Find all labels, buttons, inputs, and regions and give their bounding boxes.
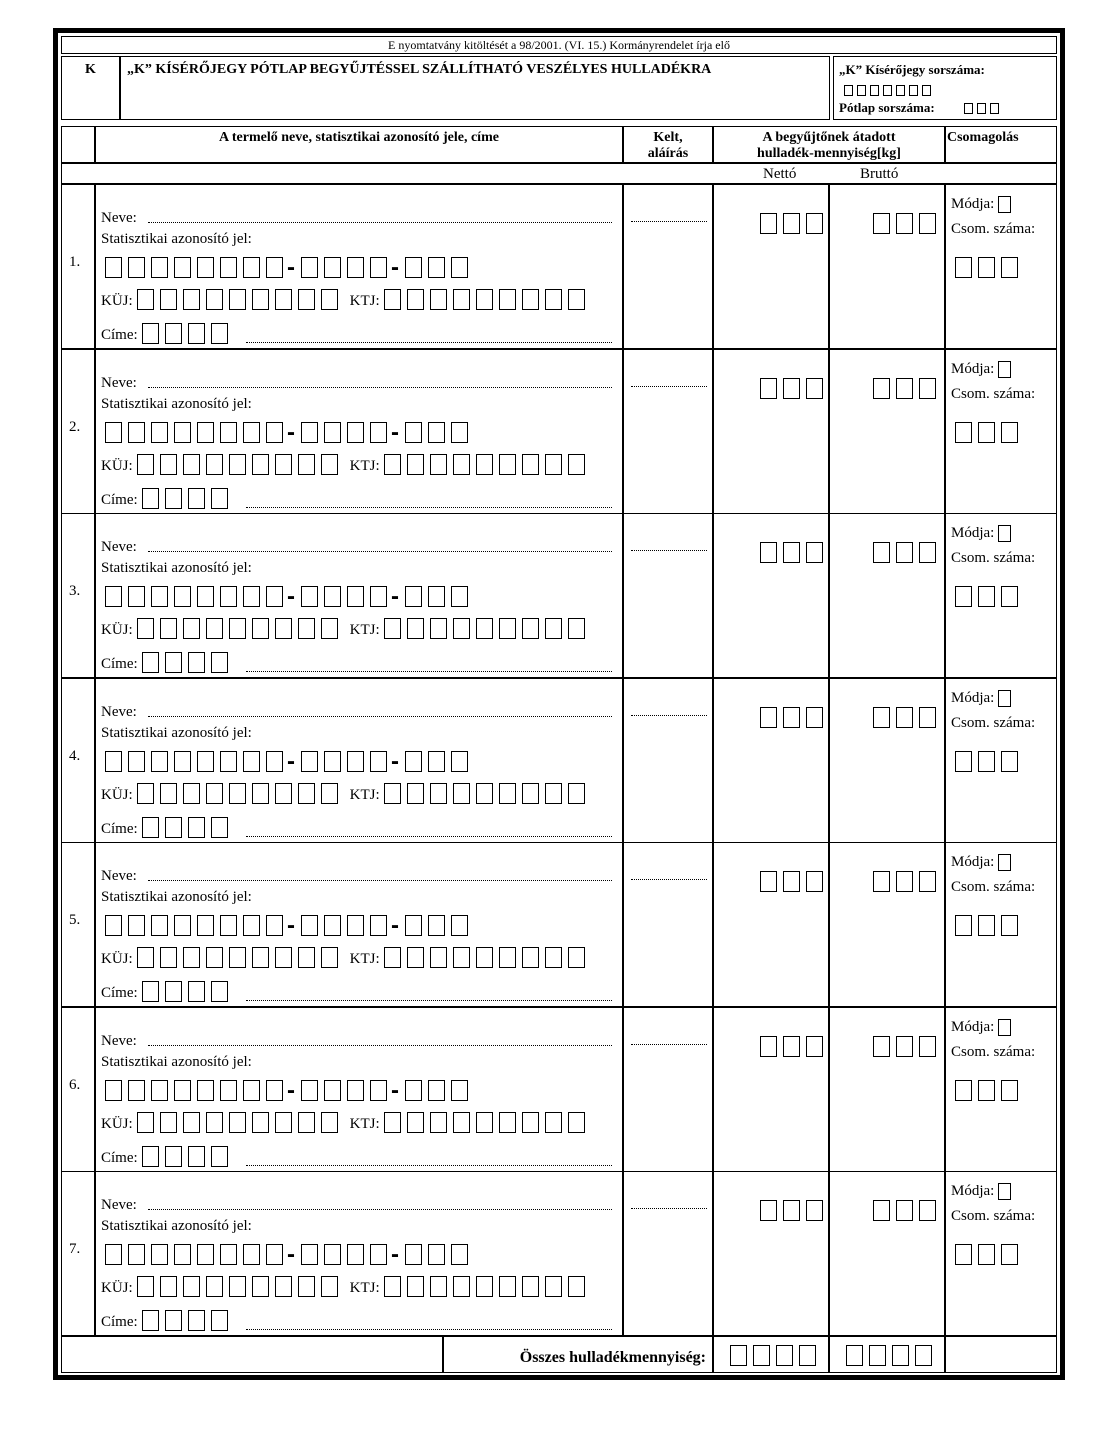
gross-quantity-boxes[interactable] (873, 1200, 942, 1224)
date-signature-cell[interactable] (623, 1007, 713, 1172)
producer-column-header: A termelő neve, statisztikai azonosító jele, címe (219, 130, 499, 145)
name-label: Neve: (101, 375, 137, 391)
gross-quantity-boxes[interactable] (873, 378, 942, 402)
ktj-label: KTJ: (349, 951, 380, 967)
gross-quantity-cell[interactable] (829, 1007, 945, 1172)
date-signature-cell[interactable] (623, 678, 713, 843)
header-packaging-cell (945, 126, 1057, 163)
mode-row[interactable] (951, 195, 1016, 219)
stat-id-boxes[interactable]: - - (105, 422, 474, 446)
address-input-line[interactable] (246, 1328, 612, 1330)
packaging-cell (945, 842, 1057, 1007)
kuj-label: KÜJ: (101, 1116, 133, 1132)
name-label: Neve: (101, 539, 137, 555)
serial-label: „K” Kísérőjegy sorszáma: (839, 62, 985, 77)
stat-id-label: Statisztikai azonosító jel: (101, 560, 252, 576)
row-number-cell (61, 1007, 95, 1172)
mode-checkbox[interactable] (998, 854, 1011, 871)
header-date-cell (623, 126, 713, 163)
pack-count-label: Csom. száma: (951, 221, 1036, 237)
regulation-text: E nyomtatvány kitöltését a 98/2001. (VI. 15.) Kormányrendelet írja elő (388, 38, 730, 52)
stat-id-label: Statisztikai azonosító jel: (101, 1054, 252, 1070)
mode-label: Módja: (951, 853, 995, 870)
row-number-cell (61, 513, 95, 678)
kuj-ktj-row[interactable] (101, 618, 591, 642)
gross-header: Bruttó (860, 166, 899, 182)
address-row[interactable] (101, 817, 234, 841)
header-num-cell (61, 126, 95, 163)
total-net-cell[interactable] (713, 1336, 829, 1373)
regulation-cell (61, 36, 1057, 54)
row-number: 1. (69, 254, 81, 270)
row-number: 2. (69, 419, 81, 435)
kuj-label: KÜJ: (101, 1280, 133, 1296)
signature-line[interactable] (631, 1043, 707, 1045)
date-header-line1: Kelt, (653, 130, 683, 145)
row-number: 4. (69, 748, 81, 764)
packaging-cell (945, 184, 1057, 349)
address-input-line[interactable] (246, 670, 612, 672)
address-row[interactable] (101, 323, 234, 347)
net-quantity-boxes[interactable] (760, 542, 829, 566)
mode-checkbox[interactable] (998, 361, 1011, 378)
net-quantity-cell[interactable] (713, 842, 829, 1007)
title-cell (120, 56, 830, 120)
kuj-ktj-row[interactable] (101, 783, 591, 807)
name-input-line[interactable] (148, 386, 612, 388)
kuj-label: KÜJ: (101, 293, 133, 309)
mode-label: Módja: (951, 1018, 995, 1035)
gross-quantity-cell[interactable] (829, 842, 945, 1007)
form-letter: K (85, 62, 96, 77)
mode-checkbox[interactable] (998, 1019, 1011, 1036)
net-quantity-cell[interactable] (713, 1007, 829, 1172)
name-label: Neve: (101, 1197, 137, 1213)
date-signature-cell[interactable] (623, 184, 713, 349)
waste-form (53, 28, 1065, 1380)
row-number: 5. (69, 912, 81, 928)
address-row[interactable] (101, 1310, 234, 1334)
producer-cell (95, 513, 623, 678)
kuj-ktj-row[interactable] (101, 454, 591, 478)
address-label: Címe: (101, 821, 138, 837)
mode-checkbox[interactable] (998, 196, 1011, 213)
mode-label: Módja: (951, 360, 995, 377)
kuj-ktj-row[interactable] (101, 947, 591, 971)
mode-label: Módja: (951, 524, 995, 541)
header-producer-cell (95, 126, 623, 163)
signature-line[interactable] (631, 1207, 707, 1209)
total-label-cell (443, 1336, 713, 1373)
stat-id-label: Statisztikai azonosító jel: (101, 889, 252, 905)
address-input-line[interactable] (246, 506, 612, 508)
packaging-cell (945, 1171, 1057, 1336)
row-number-cell (61, 349, 95, 514)
pack-count-label: Csom. száma: (951, 879, 1036, 895)
stat-id-boxes[interactable]: - - (105, 751, 474, 775)
gross-quantity-boxes[interactable] (873, 871, 942, 895)
gross-quantity-boxes[interactable] (873, 1036, 942, 1060)
stat-id-boxes[interactable]: - - (105, 257, 474, 281)
kuj-label: KÜJ: (101, 951, 133, 967)
gross-quantity-boxes[interactable] (873, 213, 942, 237)
stat-id-label: Statisztikai azonosító jel: (101, 231, 252, 247)
address-row[interactable] (101, 1146, 234, 1170)
signature-line[interactable] (631, 714, 707, 716)
net-quantity-cell[interactable] (713, 349, 829, 514)
name-input-line[interactable] (148, 550, 612, 552)
signature-line[interactable] (631, 549, 707, 551)
address-input-line[interactable] (246, 999, 612, 1001)
header-collector-cell (713, 126, 945, 163)
gross-quantity-cell[interactable] (829, 349, 945, 514)
signature-line[interactable] (631, 220, 707, 222)
producer-cell (95, 842, 623, 1007)
date-header-line2: aláírás (647, 146, 689, 161)
mode-label: Módja: (951, 689, 995, 706)
date-signature-cell[interactable] (623, 349, 713, 514)
ktj-label: KTJ: (349, 458, 380, 474)
address-row[interactable] (101, 981, 234, 1005)
row-number-cell (61, 1171, 95, 1336)
ktj-label: KTJ: (349, 787, 380, 803)
pack-count-label: Csom. száma: (951, 1208, 1036, 1224)
net-quantity-cell[interactable] (713, 513, 829, 678)
row-number: 7. (69, 1241, 81, 1257)
name-label: Neve: (101, 868, 137, 884)
mode-label: Módja: (951, 1182, 995, 1199)
address-label: Címe: (101, 1150, 138, 1166)
mode-label: Módja: (951, 195, 995, 212)
kuj-ktj-row[interactable] (101, 289, 591, 313)
ktj-label: KTJ: (349, 622, 380, 638)
packaging-column-header: Csomagolás (947, 130, 1019, 145)
total-packaging-cell (945, 1336, 1057, 1373)
name-label: Neve: (101, 1033, 137, 1049)
row-number: 6. (69, 1077, 81, 1093)
stat-id-boxes[interactable]: - - (105, 1080, 474, 1104)
address-label: Címe: (101, 1314, 138, 1330)
kuj-label: KÜJ: (101, 458, 133, 474)
name-input-line[interactable] (148, 221, 612, 223)
address-input-line[interactable] (246, 1164, 612, 1166)
pack-count-boxes[interactable] (955, 1244, 1024, 1268)
address-input-line[interactable] (246, 835, 612, 837)
date-signature-cell[interactable] (623, 513, 713, 678)
serial-cell (833, 56, 1057, 120)
pack-count-label: Csom. száma: (951, 550, 1036, 566)
net-header: Nettó (763, 166, 797, 182)
ktj-label: KTJ: (349, 293, 380, 309)
pack-count-label: Csom. száma: (951, 386, 1036, 402)
gross-quantity-cell[interactable] (829, 1171, 945, 1336)
net-quantity-boxes[interactable] (760, 871, 829, 895)
pack-count-boxes[interactable] (955, 751, 1024, 775)
net-quantity-boxes[interactable] (760, 1200, 829, 1224)
pack-count-boxes[interactable] (955, 1080, 1024, 1104)
kuj-label: KÜJ: (101, 787, 133, 803)
total-blank-cell (61, 1336, 443, 1373)
signature-line[interactable] (631, 878, 707, 880)
net-quantity-boxes[interactable] (760, 707, 829, 731)
stat-id-boxes[interactable]: - - (105, 1244, 474, 1268)
address-row[interactable] (101, 488, 234, 512)
address-input-line[interactable] (246, 341, 612, 343)
subheader-row (61, 163, 1057, 184)
address-row[interactable] (101, 652, 234, 676)
total-label: Összes hulladékmennyiség: (519, 1349, 706, 1366)
signature-line[interactable] (631, 385, 707, 387)
net-quantity-boxes[interactable] (760, 213, 829, 237)
name-input-line[interactable] (148, 1208, 612, 1210)
gross-quantity-boxes[interactable] (873, 707, 942, 731)
ktj-label: KTJ: (349, 1116, 380, 1132)
gross-quantity-cell[interactable] (829, 678, 945, 843)
packaging-cell (945, 1007, 1057, 1172)
mode-row[interactable] (951, 853, 1016, 877)
address-label: Címe: (101, 656, 138, 672)
pack-count-label: Csom. száma: (951, 715, 1036, 731)
name-input-line[interactable] (148, 715, 612, 717)
gross-quantity-cell[interactable] (829, 513, 945, 678)
pack-count-boxes[interactable] (955, 257, 1024, 281)
gross-quantity-boxes[interactable] (873, 542, 942, 566)
stat-id-boxes[interactable]: - - (105, 586, 474, 610)
form-title: „K” KÍSÉRŐJEGY PÓTLAP BEGYŰJTÉSSEL SZÁLLÍTHATÓ VESZÉLYES HULLADÉKRA (127, 62, 712, 77)
form-letter-cell (61, 56, 120, 120)
kuj-ktj-row[interactable] (101, 1276, 591, 1300)
packaging-cell (945, 349, 1057, 514)
net-quantity-boxes[interactable] (760, 378, 829, 402)
producer-cell (95, 1007, 623, 1172)
mode-row[interactable] (951, 689, 1016, 713)
row-number: 3. (69, 583, 81, 599)
total-gross-cell[interactable] (829, 1336, 945, 1373)
address-label: Címe: (101, 985, 138, 1001)
date-signature-cell[interactable] (623, 1171, 713, 1336)
total-gross-boxes[interactable] (846, 1345, 938, 1369)
gross-quantity-cell[interactable] (829, 184, 945, 349)
kuj-ktj-row[interactable] (101, 1112, 591, 1136)
address-label: Címe: (101, 492, 138, 508)
name-label: Neve: (101, 210, 137, 226)
packaging-cell (945, 678, 1057, 843)
pack-count-boxes[interactable] (955, 915, 1024, 939)
pack-count-boxes[interactable] (955, 586, 1024, 610)
collector-header-line1: A begyűjtőnek átadott (762, 130, 896, 145)
kuj-label: KÜJ: (101, 622, 133, 638)
mode-checkbox[interactable] (998, 1183, 1011, 1200)
serial-number-boxes[interactable] (844, 81, 935, 95)
date-signature-cell[interactable] (623, 842, 713, 1007)
packaging-cell (945, 513, 1057, 678)
row-number-cell (61, 678, 95, 843)
row-number-cell (61, 842, 95, 1007)
mode-row[interactable] (951, 360, 1016, 384)
mode-row[interactable] (951, 524, 1016, 548)
mode-checkbox[interactable] (998, 525, 1011, 542)
ktj-label: KTJ: (349, 1280, 380, 1296)
producer-cell (95, 1171, 623, 1336)
stat-id-label: Statisztikai azonosító jel: (101, 1218, 252, 1234)
mode-row[interactable] (951, 1182, 1016, 1206)
address-label: Címe: (101, 327, 138, 343)
net-quantity-cell[interactable] (713, 678, 829, 843)
stat-id-label: Statisztikai azonosító jel: (101, 396, 252, 412)
row-number-cell (61, 184, 95, 349)
mode-row[interactable] (951, 1018, 1016, 1042)
pack-count-label: Csom. száma: (951, 1044, 1036, 1060)
producer-cell (95, 184, 623, 349)
stat-id-label: Statisztikai azonosító jel: (101, 725, 252, 741)
net-quantity-cell[interactable] (713, 1171, 829, 1336)
producer-cell (95, 678, 623, 843)
name-input-line[interactable] (148, 1044, 612, 1046)
pack-count-boxes[interactable] (955, 422, 1024, 446)
mode-checkbox[interactable] (998, 690, 1011, 707)
producer-cell (95, 349, 623, 514)
net-quantity-cell[interactable] (713, 184, 829, 349)
name-label: Neve: (101, 704, 137, 720)
supplement-number-boxes[interactable] (964, 99, 1003, 113)
net-quantity-boxes[interactable] (760, 1036, 829, 1060)
supplement-label: Pótlap sorszáma: (839, 100, 935, 115)
collector-header-line2: hulladék-mennyiség[kg] (757, 146, 901, 161)
name-input-line[interactable] (148, 879, 612, 881)
total-net-boxes[interactable] (730, 1345, 822, 1369)
stat-id-boxes[interactable]: - - (105, 915, 474, 939)
